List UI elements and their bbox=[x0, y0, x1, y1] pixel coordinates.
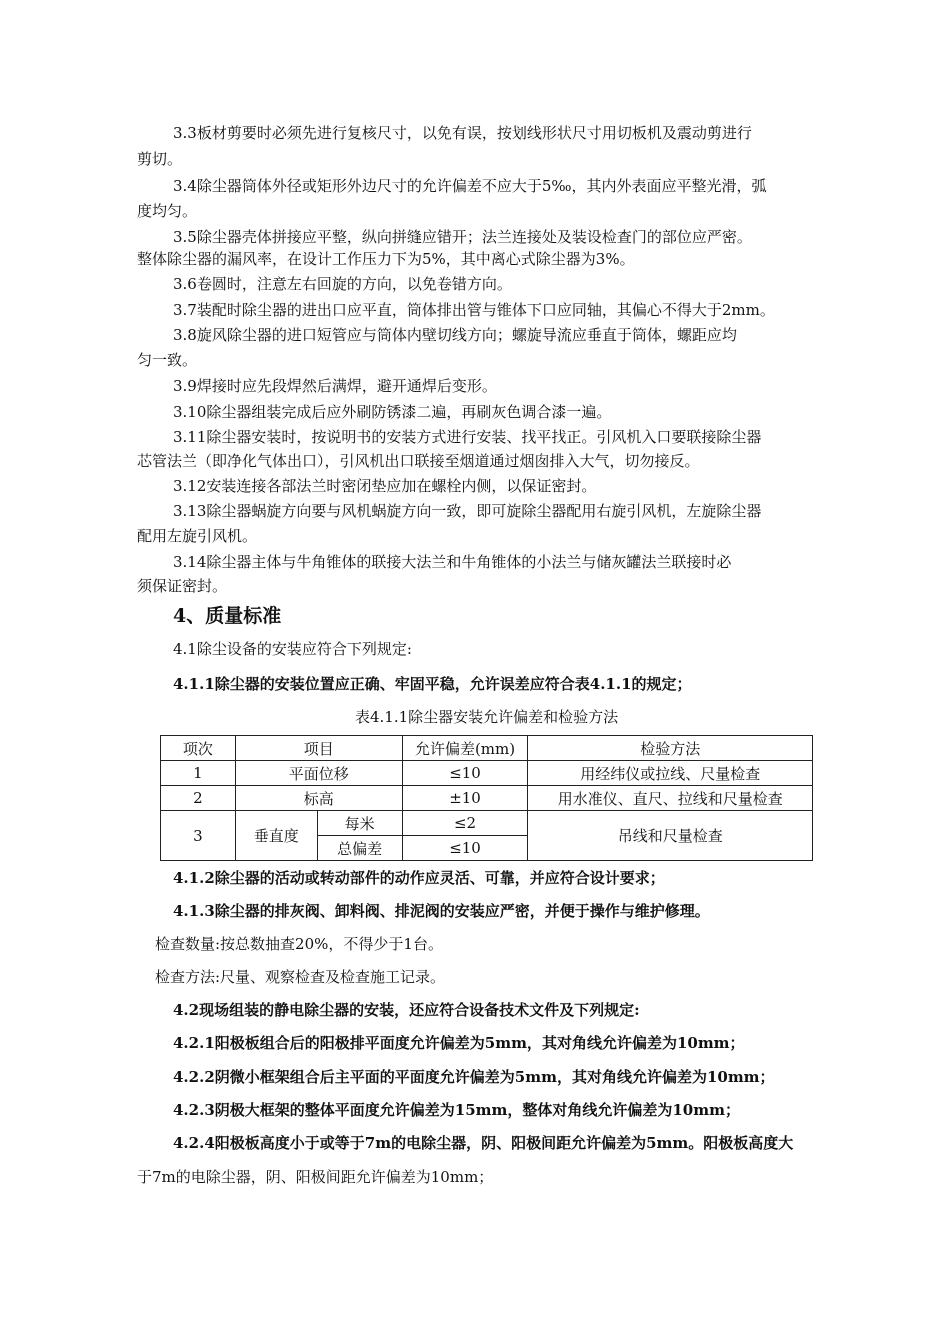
table-cell: 2 bbox=[161, 786, 236, 811]
table-cell: ≤10 bbox=[402, 761, 528, 786]
para-3-5-cont: 整体除尘器的漏风率，在设计工作压力下为5%，其中离心式除尘器为3%。 bbox=[137, 250, 635, 268]
table-cell: 用水准仪、直尺、拉线和尺量检查 bbox=[528, 786, 813, 811]
para-3-13-cont: 配用左旋引风机。 bbox=[137, 527, 258, 545]
para-4-1-3: 4.1.3除尘器的排灰阀、卸料阀、排泥阀的安装应严密，并便于操作与维护修理。 bbox=[173, 902, 710, 920]
para-3-12: 3.12安装连接各部法兰时密闭垫应加在螺栓内侧，以保证密封。 bbox=[173, 477, 597, 495]
para-4-2-1: 4.2.1阳极板组合后的阳极排平面度允许偏差为5mm，其对角线允许偏差为10mm； bbox=[173, 1034, 745, 1052]
para-3-11: 3.11除尘器安装时，按说明书的安装方式进行安装、找平找正。引风机入口要联接除尘器 bbox=[173, 428, 762, 446]
para-3-14: 3.14除尘器主体与牛角锥体的联接大法兰和牛角锥体的小法兰与储灰罐法兰联接时必 bbox=[173, 553, 732, 571]
para-3-13: 3.13除尘器蜗旋方向要与风机蜗旋方向一致，即可旋除尘器配用右旋引风机，左旋除尘器 bbox=[173, 502, 762, 520]
check-quantity: 检查数量:按总数抽查20%，不得少于1台。 bbox=[155, 935, 443, 953]
table-cell: 1 bbox=[161, 761, 236, 786]
table-header-cell: 检验方法 bbox=[528, 736, 813, 761]
para-3-7: 3.7装配时除尘器的进出口应平直，筒体排出管与锥体下口应同轴，其偏心不得大于2mm。 bbox=[173, 301, 775, 319]
table-cell: ±10 bbox=[402, 786, 528, 811]
para-4-2-4-cont: 于7m的电除尘器，阴、阳极间距允许偏差为10mm； bbox=[137, 1168, 494, 1186]
table-cell: 3 bbox=[161, 811, 236, 861]
para-3-11-cont: 芯管法兰（即净化气体出口），引风机出口联接至烟道通过烟囱排入大气，切勿接反。 bbox=[137, 452, 700, 470]
table-header-cell: 允许偏差(mm) bbox=[402, 736, 528, 761]
para-4-1-2: 4.1.2除尘器的活动或转动部件的动作应灵活、可靠，并应符合设计要求； bbox=[173, 869, 665, 887]
table-row bbox=[161, 786, 813, 811]
section-heading: 4、质量标准 bbox=[173, 605, 282, 627]
table-cell: 平面位移 bbox=[235, 761, 402, 786]
table-cell: 总偏差 bbox=[317, 836, 402, 861]
table-header-cell: 项次 bbox=[161, 736, 236, 761]
table-cell: 垂直度 bbox=[235, 811, 317, 861]
para-3-5: 3.5除尘器壳体拼接应平整，纵向拼缝应错开；法兰连接处及装设检查门的部位应严密。 bbox=[173, 228, 752, 246]
tolerance-table bbox=[160, 735, 813, 861]
para-3-8-cont: 匀一致。 bbox=[137, 351, 198, 369]
para-3-9: 3.9焊接时应先段焊然后满焊，避开通焊后变形。 bbox=[173, 377, 497, 395]
para-3-14-cont: 须保证密封。 bbox=[137, 577, 228, 595]
para-4-2-4: 4.2.4阳极板高度小于或等于7m的电除尘器，阴、阳极间距允许偏差为5mm。阳极板高度大 bbox=[173, 1134, 794, 1152]
para-3-10: 3.10除尘器组装完成后应外刷防锈漆二遍，再刷灰色调合漆一遍。 bbox=[173, 403, 612, 421]
para-3-4: 3.4除尘器筒体外径或矩形外边尺寸的允许偏差不应大于5‰，其内外表面应平整光滑，弧 bbox=[173, 177, 767, 195]
para-4-2-2: 4.2.2阴微小框架组合后主平面的平面度允许偏差为5mm，其对角线允许偏差为10mm； bbox=[173, 1068, 775, 1086]
para-4-1: 4.1除尘设备的安装应符合下列规定: bbox=[173, 640, 412, 658]
table-cell: 标高 bbox=[235, 786, 402, 811]
table-caption: 表4.1.1除尘器安装允许偏差和检验方法 bbox=[355, 708, 619, 726]
para-4-2: 4.2现场组装的静电除尘器的安装，还应符合设备技术文件及下列规定: bbox=[173, 1001, 640, 1019]
para-3-4-cont: 度均匀。 bbox=[137, 202, 198, 220]
para-3-6: 3.6卷圆时，注意左右回旋的方向，以免卷错方向。 bbox=[173, 275, 512, 293]
para-4-1-1: 4.1.1除尘器的安装位置应正确、牢固平稳，允许误差应符合表4.1.1的规定； bbox=[173, 675, 692, 693]
table-cell: ≤10 bbox=[402, 836, 528, 861]
table-row bbox=[161, 761, 813, 786]
para-3-3: 3.3板材剪要时必须先进行复核尺寸，以免有误，按划线形状尺寸用切板机及震动剪进行 bbox=[173, 124, 752, 142]
table-cell: 每米 bbox=[317, 811, 402, 836]
check-method: 检查方法:尺量、观察检查及检查施工记录。 bbox=[155, 968, 446, 986]
table-header-cell: 项目 bbox=[235, 736, 402, 761]
para-3-8: 3.8旋风除尘器的进口短管应与筒体内壁切线方向；螺旋导流应垂直于筒体，螺距应均 bbox=[173, 326, 737, 344]
table-header-row bbox=[161, 736, 813, 761]
para-4-2-3: 4.2.3阴极大框架的整体平面度允许偏差为15mm，整体对角线允许偏差为10mm； bbox=[173, 1101, 740, 1119]
table-cell: 用经纬仪或拉线、尺量检查 bbox=[528, 761, 813, 786]
table-cell: 吊线和尺量检查 bbox=[528, 811, 813, 861]
table-row bbox=[161, 811, 813, 836]
para-3-3-cont: 剪切。 bbox=[137, 150, 183, 168]
table-cell: ≤2 bbox=[402, 811, 528, 836]
